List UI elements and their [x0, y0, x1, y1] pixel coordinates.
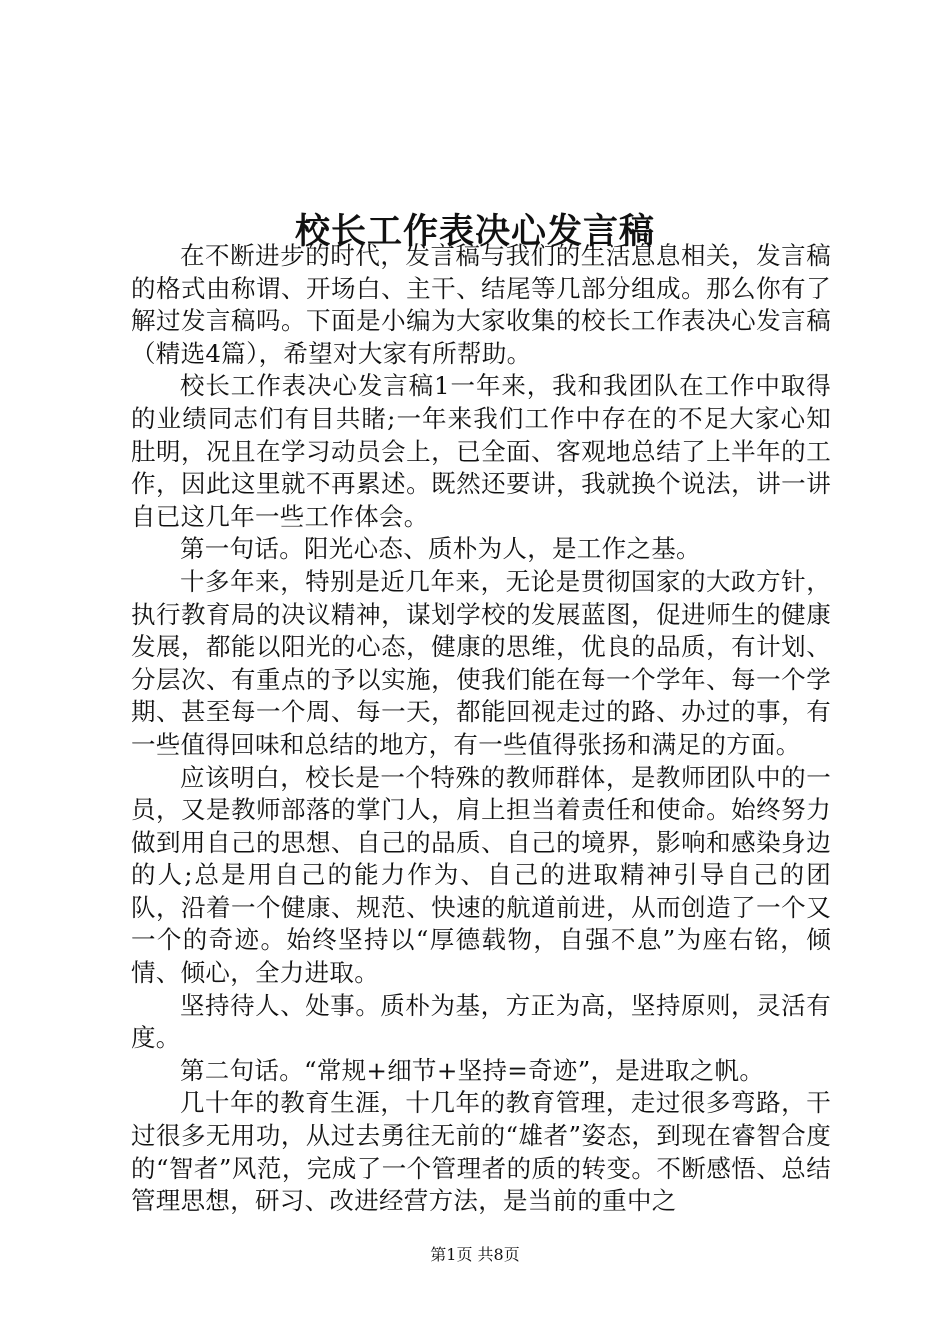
paragraph: 应该明白，校长是一个特殊的教师群体，是教师团队中的一员，又是教师部落的掌门人，肩上担当着责任和使命。始终努力做到用自己的思想、自己的品质、自己的境界，影响和感染身边的人;总是用自己的能力作为、自己的进取精神引导自己的团队，沿着一个健康、规范、快速的航道前进，从而创造了一个又一个的奇迹。始终坚持以“厚德载物，自强不息”为座右铭，倾情、倾心，全力进取。: [131, 762, 831, 988]
document-body: [131, 240, 831, 1218]
document-title: 校长工作表决心发言稿: [294, 211, 655, 253]
paragraph: 坚持待人、处事。质朴为基，方正为高，坚持原则，灵活有度。: [131, 990, 831, 1053]
paragraph: 第一句话。阳光心态、质朴为人，是工作之基。: [180, 534, 701, 564]
paragraph: 在不断进步的时代，发言稿与我们的生活息息相关，发言稿的格式由称谓、开场白、主干、结尾等几部分组成。那么你有了解过发言稿吗。下面是小编为大家收集的校长工作表决心发言稿（精选4篇），希望对大家有所帮助。: [131, 241, 831, 368]
page-number-footer: 第1页 共8页: [430, 1245, 520, 1264]
paragraph: 第二句话。“常规+细节+坚持=奇迹”，是进取之帆。: [180, 1055, 765, 1085]
paragraph: 几十年的教育生涯，十几年的教育管理，走过很多弯路，干过很多无用功，从过去勇往无前的“雄者”姿态，到现在睿智合度的“智者”风范，完成了一个管理者的质的转变。不断感悟、总结管理思想，研习、改进经营方法，是当前的重中之: [131, 1088, 831, 1216]
paragraph: 十多年来，特别是近几年来，无论是贯彻国家的大政方针，执行教育局的决议精神，谋划学校的发展蓝图，促进师生的健康发展，都能以阳光的心态，健康的思维，优良的品质，有计划、分层次、有重点的予以实施，使我们能在每一个学年、每一个学期、甚至每一个周、每一天，都能回视走过的路、办过的事，有一些值得回味和总结的地方，有一些值得张扬和满足的方面。: [131, 566, 831, 759]
paragraph: 校长工作表决心发言稿1一年来，我和我团队在工作中取得的业绩同志们有目共睹;一年来我们工作中存在的不足大家心知肚明，况且在学习动员会上，已全面、客观地总结了上半年的工作，因此这里就不再累述。既然还要讲，我就换个说法，讲一讲自已这几年一些工作体会。: [131, 371, 831, 531]
